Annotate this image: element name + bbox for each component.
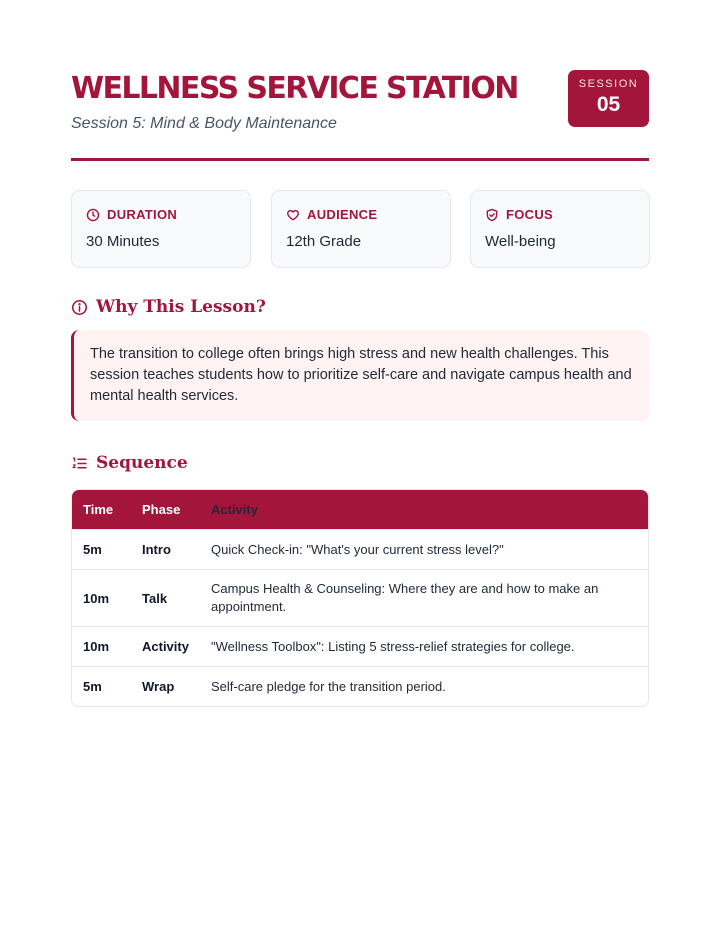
audience-card: [271, 190, 451, 268]
table-row: [72, 529, 648, 569]
duration-card-header: [86, 207, 177, 222]
audience-card-header: [286, 207, 377, 222]
row-phase: Activity: [142, 639, 189, 654]
table-header-row: [72, 490, 648, 529]
row-phase: Wrap: [142, 679, 175, 694]
page-subtitle: Session 5: Mind & Body Maintenance: [71, 115, 337, 132]
info-icon: [71, 299, 88, 316]
column-header-phase: Phase: [142, 502, 181, 517]
row-phase: Intro: [142, 542, 171, 557]
focus-card: [470, 190, 650, 268]
clock-icon: [86, 208, 100, 222]
row-activity: Quick Check-in: "What's your current stress level?": [211, 541, 504, 557]
row-time: 10m: [83, 639, 110, 654]
sequence-section-heading: [71, 453, 188, 473]
session-badge-label: SESSION: [578, 78, 639, 90]
column-header-time: Time: [83, 502, 114, 517]
focus-card-header: [485, 207, 553, 222]
column-header-activity: Activity: [211, 501, 258, 517]
focus-card-label: FOCUS: [506, 207, 553, 222]
row-activity: Campus Health & Counseling: Where they are and how to make an appointment.: [211, 581, 599, 614]
table-row: [72, 569, 648, 626]
audience-card-value: 12th Grade: [286, 233, 362, 250]
shield-check-icon: [485, 208, 499, 222]
duration-card: [71, 190, 251, 268]
why-section-heading: [71, 297, 266, 317]
session-badge-number: 05: [596, 93, 621, 116]
table-row: [72, 666, 648, 706]
audience-card-label: AUDIENCE: [307, 207, 378, 222]
row-activity: "Wellness Toolbox": Listing 5 stress-relief strategies for college.: [211, 638, 575, 654]
header-divider: [71, 158, 649, 161]
page-header: [71, 70, 649, 162]
row-activity: Self-care pledge for the transition period.: [211, 678, 446, 694]
row-time: 5m: [83, 542, 102, 557]
duration-card-value: 30 Minutes: [86, 233, 160, 250]
sequence-section-title: Sequence: [96, 453, 188, 473]
row-phase: Talk: [142, 590, 168, 606]
session-badge: [568, 70, 649, 127]
ordered-list-icon: [71, 455, 88, 472]
page-title: WELLNESS SERVICE STATION: [71, 71, 518, 106]
sequence-table: [71, 489, 649, 707]
row-time: 5m: [83, 679, 102, 694]
heart-icon: [286, 208, 300, 222]
why-section-title: Why This Lesson?: [96, 297, 266, 317]
why-callout-text: The transition to college often brings high stress and new health challenges. This session teaches students how to prioritize self-care and navigate campus health and mental health services.: [90, 346, 632, 404]
duration-card-label: DURATION: [107, 207, 178, 222]
focus-card-value: Well-being: [485, 233, 556, 250]
why-callout: [71, 330, 649, 421]
table-row: [72, 626, 648, 666]
row-time: 10m: [83, 590, 110, 606]
